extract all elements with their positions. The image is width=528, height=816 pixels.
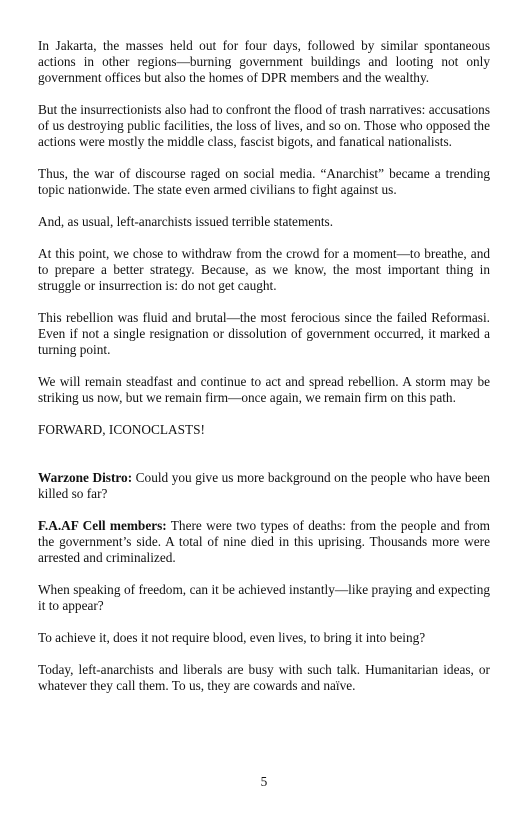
body-paragraph: When speaking of freedom, can it be achieved instantly—like praying and expecting it to appear?: [38, 582, 490, 613]
question-text: Could you give us more background on the people who have been killed so far?: [38, 470, 490, 501]
body-paragraph: To achieve it, does it not require blood, even lives, to bring it into being?: [38, 630, 426, 645]
body-paragraph: In Jakarta, the masses held out for four days, followed by similar spontaneous actions in other regions—burning government buildings and looting not only government offices but also the homes of DPR members and the wealthy.: [38, 38, 490, 85]
body-paragraph: But the insurrectionists also had to confront the flood of trash narratives: accusations of us destroying public facilities, the loss of lives, and so on. Those who opposed the actions were mostly the middle class, fascist bigots, and fanatical nationalists.: [38, 102, 490, 149]
interview-answer: [38, 518, 490, 566]
page-number: 5: [260, 774, 268, 789]
answer-text: There were two types of deaths: from the people and from the government’s side. A total of nine died in this uprising. Thousands more were arrested and criminalized.: [38, 518, 491, 565]
body-paragraph: We will remain steadfast and continue to act and spread rebellion. A storm may be striking us now, but we remain firm—once again, we remain firm on this path.: [38, 374, 490, 405]
body-paragraph: And, as usual, left-anarchists issued terrible statements.: [38, 214, 334, 229]
body-paragraph: This rebellion was fluid and brutal—the most ferocious since the failed Reformasi. Even if not a single resignation or dissolution of government occurred, it marked a turning point.: [38, 310, 490, 357]
body-paragraph: Thus, the war of discourse raged on social media. “Anarchist” became a trending topic nationwide. The state even armed civilians to fight against us.: [38, 166, 490, 197]
body-paragraph: At this point, we chose to withdraw from the crowd for a moment—to breathe, and to prepare a better strategy. Because, as we know, the most important thing in struggle or insurrection is: do not get caught.: [38, 246, 490, 293]
closing-slogan: FORWARD, ICONOCLASTS!: [38, 422, 205, 437]
respondent-label: F.A.AF Cell members:: [38, 518, 167, 533]
interview-question: [38, 470, 490, 502]
interviewer-label: Warzone Distro:: [38, 470, 133, 485]
body-paragraph: Today, left-anarchists and liberals are busy with such talk. Humanitarian ideas, or whatever they call them. To us, they are cowards and naïve.: [38, 662, 490, 693]
